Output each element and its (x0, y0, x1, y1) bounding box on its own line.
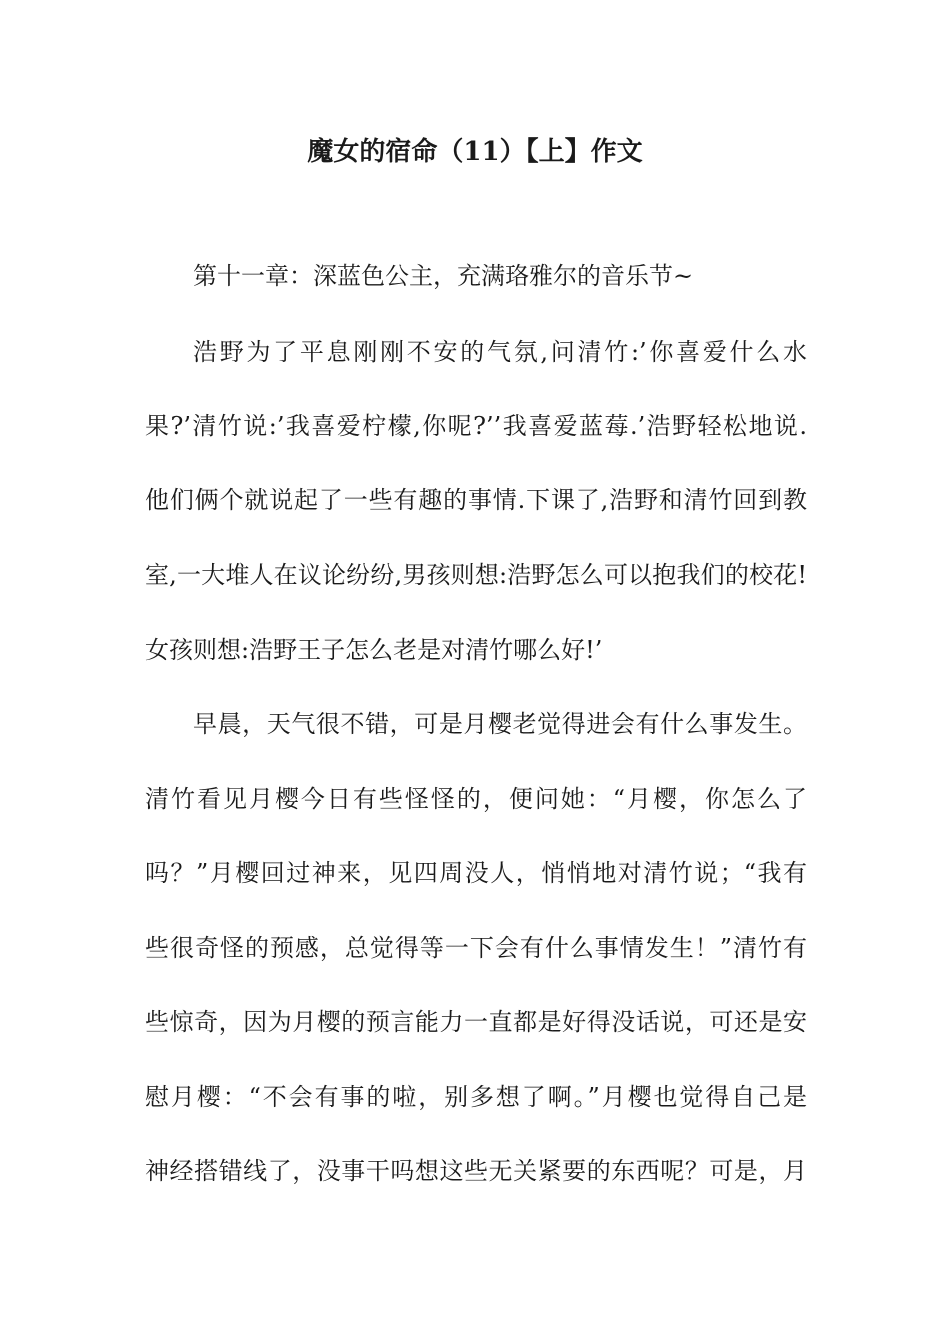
paragraph-line: 些惊奇，因为月樱的预言能力一直都是好得没话说，可还是安 (145, 1008, 807, 1036)
paragraph-line: 浩野为了平息刚刚不安的气氛,问清竹:’你喜爱什么水 (193, 338, 807, 366)
paragraph-line: 吗？”月樱回过神来，见四周没人，悄悄地对清竹说；“我有 (145, 859, 807, 887)
paragraph-line: 早晨，天气很不错，可是月樱老觉得进会有什么事发生。 (193, 710, 807, 738)
paragraph-line: 些很奇怪的预感，总觉得等一下会有什么事情发生！”清竹有 (145, 934, 807, 962)
paragraph-line: 果?’清竹说:’我喜爱柠檬,你呢?’’我喜爱蓝莓.’浩野轻松地说. (145, 412, 807, 440)
paragraph-line: 他们俩个就说起了一些有趣的事情.下课了,浩野和清竹回到教 (145, 486, 807, 514)
paragraph-line: 室,一大堆人在议论纷纷,男孩则想:浩野怎么可以抱我们的校花! (145, 561, 807, 589)
paragraph-line: 女孩则想:浩野王子怎么老是对清竹哪么好!’ (145, 636, 603, 664)
paragraph-line: 清竹看见月樱今日有些怪怪的，便问她：“月樱，你怎么了 (145, 785, 807, 813)
paragraph-line: 神经搭错线了，没事干吗想这些无关紧要的东西呢？可是，月 (145, 1157, 807, 1185)
document-title: 魔女的宿命（11）【上】作文 (307, 137, 643, 167)
paragraph-line: 慰月樱：“不会有事的啦，别多想了啊。”月樱也觉得自己是 (145, 1083, 807, 1111)
chapter-heading: 第十一章：深蓝色公主，充满珞雅尔的音乐节~ (193, 262, 694, 290)
